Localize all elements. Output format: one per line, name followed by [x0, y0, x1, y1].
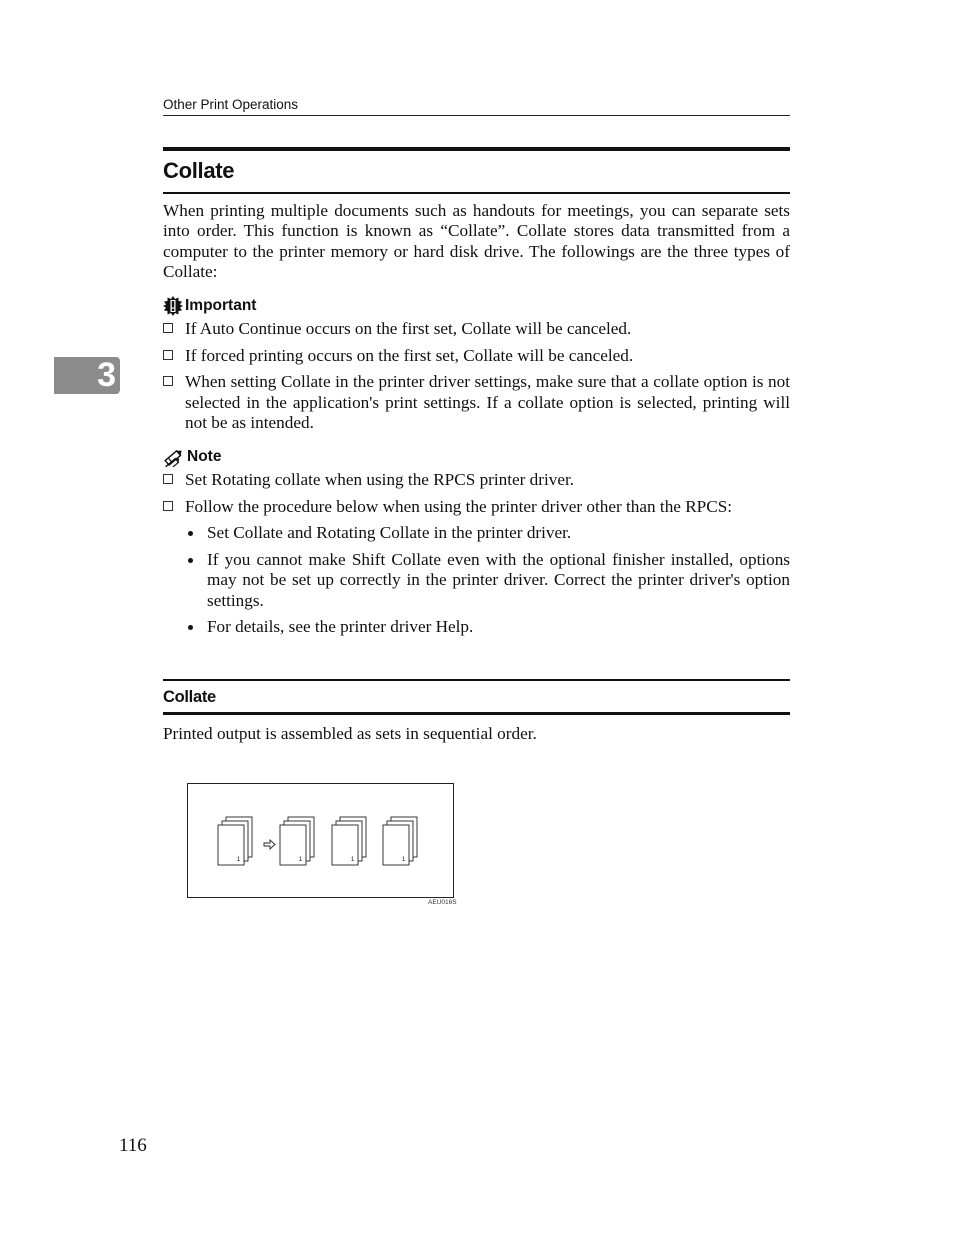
checkbox-bullet-icon [163, 350, 173, 360]
figure-code: AEU016S [428, 899, 457, 906]
bullet-dot-icon [188, 558, 193, 563]
important-item-text: When setting Collate in the printer driver settings, make sure that a collate option is not selected in the application's print settings. If a collate option is selected, printing will not be as intended. [185, 372, 790, 432]
important-item [163, 346, 790, 366]
note-label: Note [187, 448, 222, 465]
note-item [163, 497, 790, 638]
running-header: Other Print Operations [163, 96, 790, 116]
checkbox-bullet-icon [163, 376, 173, 386]
note-subitem-text: If you cannot make Shift Collate even with the optional finisher installed, options may not be set up correctly in the printer driver. Correct the printer driver's option settings. [207, 550, 790, 610]
bullet-dot-icon [188, 531, 193, 536]
checkbox-bullet-icon [163, 323, 173, 333]
page-label: 1 [298, 857, 303, 863]
note-subitem [185, 617, 790, 637]
section-rule-top [163, 147, 790, 151]
important-item [163, 372, 790, 433]
subsection-title: Collate [163, 688, 216, 706]
note-list [163, 470, 790, 644]
note-subitem [185, 550, 790, 611]
page-stack [280, 817, 314, 865]
note-subitem-text: Set Collate and Rotating Collate in the printer driver. [207, 523, 572, 543]
note-item-text: Follow the procedure below when using the printer driver other than the RPCS: [185, 496, 733, 516]
checkbox-bullet-icon [163, 501, 173, 511]
important-icon [163, 296, 183, 316]
subsection-rule-bottom [163, 712, 790, 715]
page-stack [218, 817, 252, 865]
collate-illustration [187, 783, 454, 898]
note-heading [163, 447, 221, 467]
note-subitem-text: For details, see the printer driver Help. [207, 617, 474, 637]
note-sublist [185, 523, 790, 637]
bullet-dot-icon [188, 625, 193, 630]
page-label: 1 [401, 857, 406, 863]
important-item-text: If Auto Continue occurs on the first set, Collate will be canceled. [185, 319, 632, 338]
pencil-icon [163, 447, 185, 467]
page-label: 1 [236, 857, 241, 863]
note-subitem [185, 523, 790, 543]
page-stack [383, 817, 417, 865]
important-item [163, 319, 790, 339]
chapter-tab [54, 357, 120, 394]
chapter-number: 3 [97, 356, 116, 394]
important-item-text: If forced printing occurs on the first set, Collate will be canceled. [185, 345, 634, 365]
page-number: 116 [119, 1135, 147, 1156]
important-heading [163, 296, 256, 316]
page-label: 1 [350, 857, 355, 863]
note-item-text: Set Rotating collate when using the RPCS printer driver. [185, 470, 575, 489]
section-rule-bottom [163, 192, 790, 194]
section-title: Collate [163, 158, 235, 183]
checkbox-bullet-icon [163, 474, 173, 484]
subsection-rule-top [163, 679, 790, 681]
note-item [163, 470, 790, 490]
subsection-text: Printed output is assembled as sets in sequential order. [163, 724, 537, 743]
important-label: Important [185, 297, 257, 314]
important-list [163, 319, 790, 440]
intro-paragraph: When printing multiple documents such as handouts for meetings, you can separate sets into order. This function is known as “Collate”. Collate stores data transmitted from a computer to the printer memory or hard disk drive. The followings are the three types of Collate: [163, 201, 790, 281]
page-stack [332, 817, 366, 865]
